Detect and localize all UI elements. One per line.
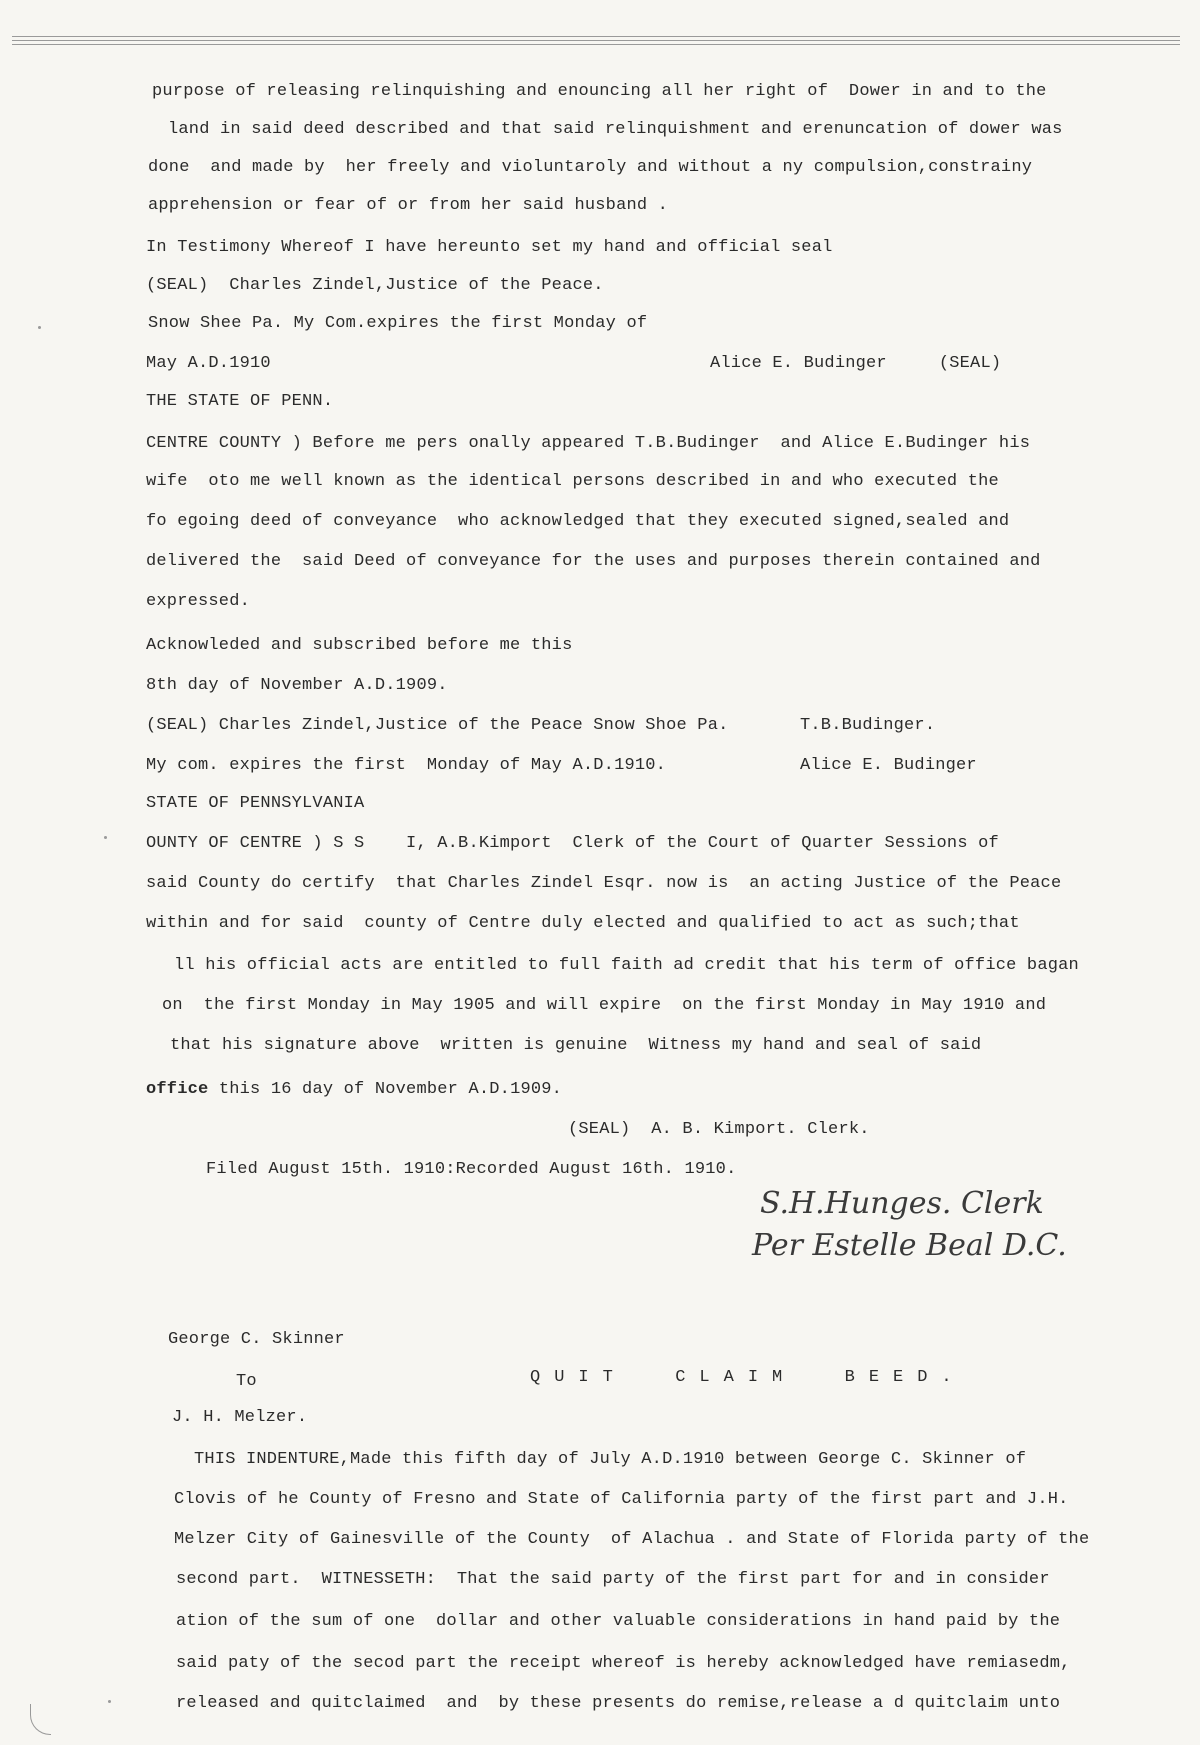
text-line: May A.D.1910 (146, 354, 271, 373)
text-line: 8th day of November A.D.1909. (146, 676, 448, 695)
text-line: Acknowleded and subscribed before me this (146, 636, 573, 655)
office-rest: this 16 day of November A.D.1909. (208, 1080, 563, 1099)
text-line: (SEAL) A. B. Kimport. Clerk. (568, 1120, 870, 1139)
text-line: CENTRE COUNTY ) Before me pers onally appeared T.B.Budinger and Alice E.Budinger his (146, 434, 1031, 453)
text-line: land in said deed described and that said relinquishment and erenuncation of dower was (168, 120, 1063, 139)
top-rule (12, 36, 1180, 37)
text-line: Snow Shee Pa. My Com.expires the first Monday of (148, 314, 648, 333)
text-line: Clovis of he County of Fresno and State of California party of the first part and J.H. (174, 1490, 1069, 1509)
text-line: on the first Monday in May 1905 and will expire on the first Monday in May 1910 and (162, 996, 1047, 1015)
text-line: apprehension or fear of or from her said husband . (148, 196, 669, 215)
text-line: (SEAL) Charles Zindel,Justice of the Peace Snow Shoe Pa. (146, 716, 729, 735)
paper-speck (108, 1700, 111, 1703)
text-line: said paty of the secod part the receipt whereof is hereby acknowledged have remiasedm, (176, 1654, 1071, 1673)
text-line: that his signature above written is genuine Witness my hand and seal of said (170, 1036, 982, 1055)
text-line: Alice E. Budinger (800, 756, 977, 775)
page-corner (30, 1704, 51, 1735)
deed-title: QUIT CLAIM BEED. (530, 1368, 966, 1387)
text-line: Melzer City of Gainesville of the County of Alachua . and State of Florida party of the (174, 1530, 1090, 1549)
text-line: STATE OF PENNSYLVANIA (146, 794, 365, 813)
text-line: T.B.Budinger. (800, 716, 936, 735)
clerk-signature: S.H.Hunges. Clerk (760, 1186, 1044, 1221)
paper-speck (104, 836, 107, 839)
office-word: office (146, 1080, 209, 1099)
text-line: within and for said county of Centre duly elected and qualified to act as such;that (146, 914, 1020, 933)
text-line: ll his official acts are entitled to full faith ad credit that his term of office bagan (174, 956, 1079, 975)
text-line: (SEAL) Charles Zindel,Justice of the Peace. (146, 276, 604, 295)
top-rule-2 (12, 40, 1180, 41)
text-line: done and made by her freely and violuntaroly and without a ny compulsion,constrainy (148, 158, 1033, 177)
top-rule-3 (12, 44, 1180, 45)
text-line: In Testimony Whereof I have hereunto set my hand and official seal (146, 238, 833, 257)
text-line: THIS INDENTURE,Made this fifth day of July A.D.1910 between George C. Skinner of (194, 1450, 1027, 1469)
text-line: fo egoing deed of conveyance who acknowledged that they executed signed,sealed and (146, 512, 1010, 531)
text-line: J. H. Melzer. (172, 1408, 308, 1427)
text-line: ation of the sum of one dollar and other valuable considerations in hand paid by the (176, 1612, 1061, 1631)
text-line: purpose of releasing relinquishing and enouncing all her right of Dower in and to the (152, 82, 1047, 101)
text-line: released and quitclaimed and by these presents do remise,release a d quitclaim unto (176, 1694, 1061, 1713)
text-line: second part. WITNESSETH: That the said party of the first part for and in consider (176, 1570, 1050, 1589)
text-line: To (236, 1372, 257, 1391)
deputy-signature: Per Estelle Beal D.C. (752, 1228, 1067, 1263)
text-line: expressed. (146, 592, 251, 611)
text-line (146, 1080, 562, 1099)
text-line: wife oto me well known as the identical persons described in and who executed the (146, 472, 999, 491)
text-line: THE STATE OF PENN. (146, 392, 334, 411)
text-line: said County do certify that Charles Zindel Esqr. now is an acting Justice of the Peace (146, 874, 1062, 893)
text-line: Alice E. Budinger (SEAL) (710, 354, 1002, 373)
text-line: Filed August 15th. 1910:Recorded August 16th. 1910. (206, 1160, 737, 1179)
text-line: George C. Skinner (168, 1330, 345, 1349)
text-line: My com. expires the first Monday of May A.D.1910. (146, 756, 667, 775)
text-line: delivered the said Deed of conveyance for the uses and purposes therein contained and (146, 552, 1041, 571)
paper-speck (38, 326, 41, 329)
text-line: OUNTY OF CENTRE ) S S I, A.B.Kimport Clerk of the Court of Quarter Sessions of (146, 834, 999, 853)
